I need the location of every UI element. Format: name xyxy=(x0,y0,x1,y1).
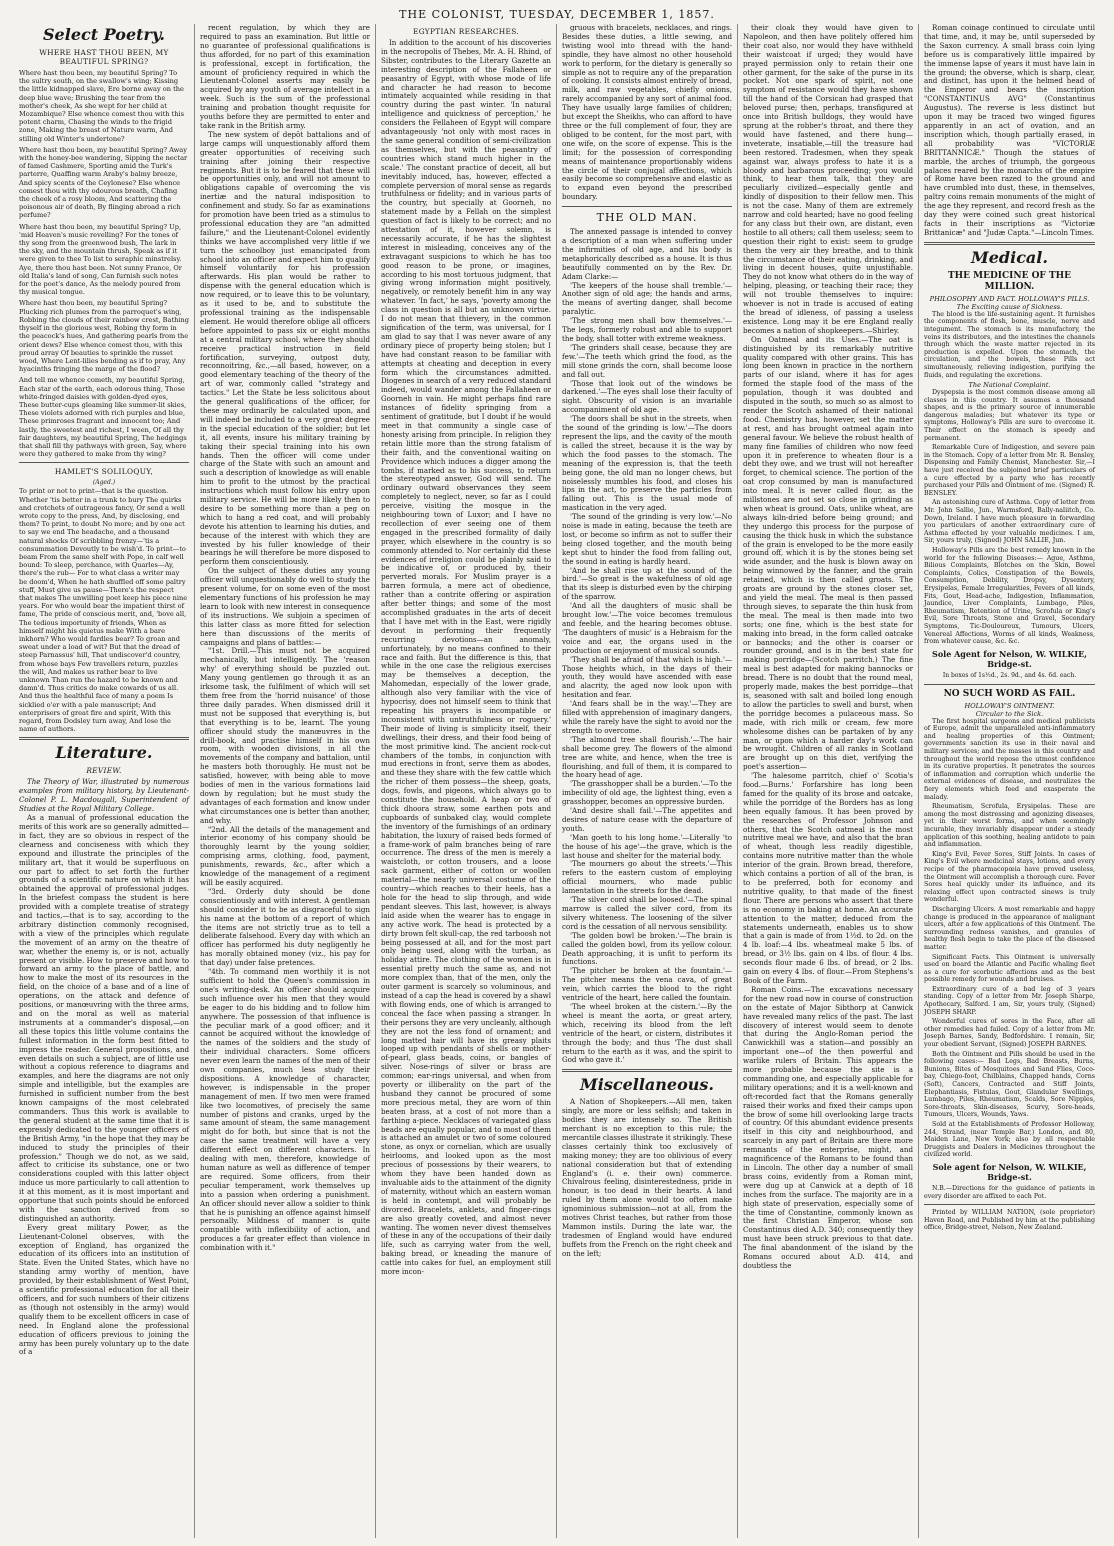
column-3 xyxy=(376,24,557,1538)
review-title: REVIEW. xyxy=(86,766,122,776)
article-paragraph: 'And all the daughters of music shall be brought low.'—The voice becomes tremulous and feeble, and the hearing becomes obtuse. 'The daughters of music' is a Hebraism for the voice and ear, the organs used in the production or enjoyment of musical sounds. xyxy=(562,601,732,655)
advert-text: Holloway's Pills are the best remedy known in the world for the following Diseases:— Ague, Asthma, Bilious Complaints, Blotches on the Skin, Bowel Complaints, Colics, Constipation of the Bowels, Consumption, Debility, Dropsy, Dysentery, Erysipelas, Female Irregularities, Fevers of all kinds, Fits, Gout, Head-ache, Indigestion, Inflammation, Jaundice, Liver Complaints, Lumbago, Piles, Rheumatism, Retention of Urine, Scrofula or King's Evil, Sore Throats, Stone and Gravel, Secondary Symptoms, Tic-Douloureux, Tumours, Ulcers, Venereal Affections, Worms of all kinds, Weakness, from whatever cause, &c. &c. xyxy=(924,546,1095,646)
column-1 xyxy=(14,24,195,1538)
literature-heading: Literature. xyxy=(55,743,153,763)
poem-stanza: Where hast thou been, my beautiful Spring? Plucking rich plumes from the parroquet's wing, Robbing the clouds of their rainbow crest, Bathing thyself in the glorious west, Robing thy form in the peacock's hues, And gathering pearls from the orient dews? Else whence comest thou, with this proud array Of beauties to sprinkle the russet wood, Where Lent-lilies bending as if to pray, Any hyacinths fringing the marge of the flood? xyxy=(19,299,189,374)
advert-text: Dyspepsia is the most common disease among all classes in this country. It assumes a thousand shapes, and is the primary source of innumerable dangerous maladies; but whatever its type or symptoms, Holloway's Pills are sure to overcome it. Their effect on the stomach is speedy and permanent. xyxy=(924,389,1095,442)
divider xyxy=(19,462,189,463)
soliloquy-text: To print or not to print—that is the question. Whether 'tis better in a trunk to bury The quirks and crotchets of outrageous fancy, Or send a well wrote copy to the press, And, by disclosing, end them? To print, to doubt No more; and by one act to say we end The headache, and a thousand natural shocks Of scribbling frenzy—'tis a consummation Devoutly to be wish'd. To print—to beam From the same shelf with Pope, in calf well bound: To sleep, perchance, with Quarles—Ay, there's the rub— For to what class a writer may be doom'd, When he hath shuffled off some paltry stuff, Must give us pause—There's the respect that makes The unwilling poet keep his piece nine years. For who would bear the impatient thirst of fame, The pride of conscious merit, and, 'bove all, The tedious importunity of friends, When as himself might his quietus make With a bare inkhorn? Who would fardles bear? To groan and sweat under a load of wit? But that the dread of steep Parnassus' hill, That undiscover'd country, from whose bays Few travellers return, puzzles the will, And makes us rather bear to live unknown Than run the hazard to be known and damn'd. Thus critics do make cowards of us all. And thus the healthful face of many a poem Is sicklied o'er with a pale manuscript; And enterprisers of great fire and spirit, With this regard, from Dodsley turn away, And lose the name of authors. xyxy=(19,487,188,734)
divider xyxy=(924,684,1095,685)
article-paragraph: 'The wheel broken at the cistern.'—By the wheel is meant the aorta, or great artery, which, receiving its blood from the left ventricle of the heart, or cistern, distributes it through the body; and thus 'The dust shall return to the earth as it was, and the spirit to God who gave it.' xyxy=(562,1001,732,1065)
advert-title: THE MEDICINE OF THE MILLION. xyxy=(947,270,1072,292)
advert-price: In boxes of 1s½d., 2s. 9d., and 4s. 6d. each. xyxy=(942,671,1077,679)
article-paragraph: 'The mourners go about the streets.'—This refers to the eastern custom of employing official mourners, who made public lamentation in the streets for the dead. xyxy=(562,859,732,896)
advert-subtitle: The Exciting cause of Sickness. xyxy=(956,302,1063,311)
article-paragraph: In addition to the account of his discoveries in the necropolis of Thebes, Mr. A. H. Rhind, of Sibster, contributes to the Literary Gazette an interesting description of the Fallaheen or peasantry of Egypt, with whose mode of life and character he had reason to become intimately acquainted while residing in that country during the past winter. 'In natural intelligence and quickness of perception,' he considers the Fellaheen of Egypt will compare advantageously 'not only with most races in the same general condition of semi-civilization as themselves, but with the peasantry of countries which stand much higher in the scale.' The constant practice of deceit, all but inevitably induced, has, however, effected a complete perversion of moral sense as regards truthfulness or fidelity; and in various parts of the country, but specially at Goorneh, no statement made by a Fellah on the simplest question of fact is likely to be correct; and no attestation of it, however solemn, is necessarily accurate, if he has the slightest interest in misleading, conceives any of the extravagant suspicions to which he has too good reason to be prone, or imagines, according to his most tortuous judgment, that giving wrong information might positively, negatively, or remotely benefit him in any way whatever. 'In fact,' he says, 'poverty among the class in question is all but an unknown virtue. I do not mean that thievery, in the common signification of the term, was universal, for I am glad to say that I was never aware of any ordinary piece of property being stolen; but I have had constant reason to be familiar with attempts at cheating and deception in every form which the circumstances admitted. Diogenes in search of a very reduced standard indeed, would wander among the Fallaheen or Goorneh in vain. He might perhaps find rare instances of fidelity springing from a sentiment of gratitude, but I doubt if he would meet in that community a single case of honesty arising from principle. In religion they retain little more than the strong fatalism of their faith, and the conventional waiting on Providence which induces a digger among the tombs, if marked as to his success, to return the stereotyped answer, God will send. The ordinary outward observances they seem completely to neglect, never, so far as I could perceive, visiting the mosque in the neighbouring town of Luxor; and I have no recollection of ever seeing one of them engaged in the prescribed formality of daily prayer, which elsewhere in the country is so commonly attended to. Nor certainly did these evidences of irreligion could be plainly said to be indicative of, or produced by, their perverted morals. For Muslim prayer is a barren formula, a mere act of obedience, rather than a contrite offering or aspiration after better things; and some of the most accomplished graduates in the arts of deceit that I have met with in the East, were rigidly devout in performing their frequently recurring devotions—an anomaly, unfortunately, by no means confined to their race and faith. But the difference is this, that while in the one case the religious exercises may be themselves a deception, the Mahomedan, especially of the lower grade, although also very familiar with the vice of hypocrisy, does not himself seem to think that repeating his prayers is incompatible or inconsistent with untruthfulness or roguery.' Their mode of living is simplicity itself, their dwellings, their dress, and their food being of the most primitive kind. The ancient rock-cut chambers of the tombs, in conjunction with mud erections in front, serve them as abodes, and these they share with the few cattle which the richer of them possess—the sheep, goats, dogs, fowls, and pigeons, which always go to constitute the household. A heap or two of thick dhoora straw, some earthen pots and cupboards of sunbaked clay, would complete the inventory of the furnishings of an ordinary habitation, the luxury of raised beds formed of a frame-work of palm branches being of rare occurrence. The dress of the men is merely a waistcloth, or cotton trousers, and a loose sack garment, either of cotton or woollen material—the nearly universal costume of the country—which reaches to their heels, has a hole for the head to slip through, and wide pendant sleeves. This last, however, is always laid aside when the wearer has to engage in any active work. The head is protected by a dirty brown felt skull-cap, the red tarboosh not being possessed at all, and for the most part only being used, along with the turban, as holiday attire. The clothing of the women is in essential pretty much the same as, and not more complex than, that of the men, only the outer garment is scarcely so voluminous, and instead of a cap the head is covered by a shawl with flowing ends, one of which is arranged to conceal the face when passing a stranger. In their persons they are very uncleanly, although they are not the less fond of ornament; and long matted hair will have its greasy plaits looped up with pendants of shells or mother-of-pearl, glass beads, coins, or bangles of silver. Nose-rings of silver or brass are common; ear-rings universal, and when from poverty or illiberality on the part of the husband they cannot be procured of some more precious metal, they are worn of thin beaten brass, at a cost of not more than a farthing a-piece. Necklaces of variegated glass beads are equally popular, and to most of them is attached an amulet or two of some coloured stone, as onyx or cornelian, which are usually heirlooms, and looked upon as the most precious of possessions by their wearers, to whom they have been handed down as invaluable aids to the attainment of the dignity of maternity, without which an eastern woman is held in contempt, and will probably be divorced. Bracelets, anklets, and finger-rings are also greatly coveted, and almost never wanting. The women never divest themselves of these in any of the occupations of their daily life, such as carrying water from the well, baking bread, or kneading the manure of cattle into cakes for fuel, an employment still more incon- xyxy=(381,38,551,1277)
article-paragraph: The annexed passage is intended to convey a description of a man when suffering under the infirmities of old age, and his body is metaphorically described as a house. It is thus beautifully commented on by the Rev. Dr. Adam Clarke:— xyxy=(562,227,732,281)
masthead: THE COLONIST, TUESDAY, DECEMBER 1, 1857. xyxy=(399,8,715,21)
review-paragraph: "1st. Drill.—This must not be acquired mechanically, but intelligently. The 'reason why' of everything should be puzzled out. Many young gentlemen go through it as an irksome task, the fulfilment of which will set them free from the 'horrid nuisance' of those three daily parades. When dismissed drill it must not be supposed that everything is, but that everything is to be, learnt. The young officer should study the manœuvres in the drill-book, and practise himself in his own room, with wooden divisions, in all the movements of the company and battalion, until he masters both thoroughly. He must not be satisfied, however, with being able to move bodies of men in the various formations laid down by regulation; but he must study the advantages of each formation and know under what circumstances one is better than another, and why. xyxy=(200,646,370,825)
holloway-ointment-advert xyxy=(924,689,1095,1200)
article-paragraph: 'The silver cord shall be loosed.'—The spinal marrow is called the silver cord, from its silvery whiteness. The loosening of the silver cord is the cessation of all nervous sensibility. xyxy=(562,895,732,931)
advert-text: The first hospital surgeons and medical publicists of Europe, admit the unparalleled anti-inflammatory and healing properties of this Ointment; governments sanction its use in their naval and military services; and the masses in this country and throughout the world repose the utmost confidence in its curative properties. It penetrates the sources of inflammation and corruption which underlie the external evidences of disease, and neutralizes the fiery elements which feed and exasperate the malady. xyxy=(924,717,1095,801)
divider xyxy=(924,242,1095,245)
review-paragraph: The new system of depôt battalions and of large camps will unquestionably afford them greater opportunities of receiving such training after joining their respective regiments. But it is to be feared that these will be opportunities only, and will not amount to obligations capable of overcoming the vis inertiæ and the natural indisposition to confinement and study. So far as examinations for promotion have been tried as a stimulus to professional education they are "an admitted failure," and the Lieutenant-Colonel evidently thinks we have accomplished very little if we turn the schoolboy just emancipated from school into an officer and expect him to qualify himself voluntarily for his profession afterwards. His plan would be rather to dispense with the general education which is now required, or to leave this to be voluntary, as it used to be, and to substitute the professional training as the indispensable element. He would therefore oblige all officers before appointed to pass six or eight months at a central military school, where they should receive practical instruction in field fortification, surveying, outpost duty, reconnoitring, &c.,—all based, however, on a good elementary teaching of the theory of the art of war, commonly called "strategy and tactics." Let the State be less solicitous about the general qualifications of the officer, for these may ordinarily be calculated upon, and will indeed be included to a very great degree in the special education of the soldier; but let it, all events, insure his military training by taking their special training into his own hands. Then the officer will come under charge of the State with such an amount and such a description of knowledge as will enable him to profit to the utmost by the practical instructions which must follow his entry upon military service. He will be more likely then to desire to be something more than a peg on which to hang a red coat, and will probably devote his attention to learning his duties, and because of the interest with which they are invested by his fuller knowledge of their bearings he will therefore be more disposed to perform them conscientiously. xyxy=(200,129,370,567)
medical-heading: Medical. xyxy=(971,247,1048,267)
holloway-pills-advert xyxy=(924,271,1095,680)
divider xyxy=(924,1204,1095,1205)
article-paragraph: 'The grinders shall cease, because they are few.'—The teeth which grind the food, as the mill stone grinds the corn, shall become loose and fall out. xyxy=(562,342,732,379)
column-6 xyxy=(919,24,1100,1538)
article-paragraph: 'The almond tree shall flourish.'—The hair shall become grey. The flowers of the almond tree are white, and hence, when the tree is flourishing, and full of them, it is compared to the hoary head of age. xyxy=(562,734,732,780)
article-paragraph: 'The keepers of the house shall tremble.'—Another sign of old age; the hands and arms, the means of averting danger, shall become paralytic. xyxy=(562,280,732,317)
miscellaneous-heading: Miscellaneous. xyxy=(580,1075,714,1095)
advert-text: Rheumatism, Scrofula, Erysipelas. These are among the most distressing and agonizing diseases, yet in their worst forms, and when seemingly incurable, they invariably disappear under a steady application of this soothing, healing antidote to pain and inflammation. xyxy=(924,803,1095,849)
soliloquy-body xyxy=(19,487,189,733)
review-paragraph: "4th. To command men worthily it is not sufficient to hold the Queen's commission in one's writing-desk. An officer should acquire such influence over his men that they would be eager to do his bidding and to follow him anywhere. The possession of that influence is the peculiar mark of a good officer; and it cannot be acquired without the knowledge of the names of the soldiers and the study of their individual characters. Some officers never even learn the names of the men of their own companies, much less study their dispositions. A knowledge of character, however, is indispensable in the proper management of men. If two men were framed like two locomotives, of precisely the same number of pistons and cranks, urged by the same amount of steam, the same management might do for both, but since that is not the case the same treatment will have a very different effect on different characters. In dealing with men, therefore, knowledge of human nature as well as difference of temper are required. Some officers, from their peculiar temperament, work themselves up into a passion when ordering a punishment. An officer should never allow a soldier to think that he is punishing an offence against himself personally. Mildness of manner is quite compatible with inflexibility of action, and produces a far greater effect than violence in combination with it." xyxy=(200,967,370,1253)
review-paragraph: As a manual of professional education the merits of this work are so generally admitted—in fact, they are so obvious in respect of the clearness and conciseness with which they expound and illustrate the principles of the military art, that it would be superfluous on our part to affect to set forth the further grounds of a scientific nature on which it has obtained the approval of professional judges. In the briefest compass the student is here provided with a complete treatise of strategy and tactics,—that is to say, according to the arbitrary distinction commonly recognised, with a view of the principles which regulate the movement of an army on the theatre of war, whether the enemy is, or is not, actually present or visible. How to preserve and how to forward an army to the place of battle, and how to make the most of its resources in the field, on the choice of a base and of a line of operations, on the attack and defence of positions, or manœuvring with the three arms, and on the moral as well as material instruments at a commander's disposal,—on all these topics this little volume contains the fullest information in the form best fitted to impress the reader. General propositions, and even details on such a subject, are of little use without a copious reference to diagrams and examples, and here the diagrams are not only simple and intelligible, but the examples are furnished in sufficient number from the best known campaigns of the most celebrated commanders. Thus this work is available to the general student at the same time that it is expressly dedicated to the younger officers of the British Army, "in the hope that they may be induced to study the principles of their profession." Though we do not, as we said, affect to criticise its substance, one or two considerations coupled with this latter object induce us more particularly to call attention to it at this moment, as it is most important and opportune that such points should be enforced with the sanction derived from so distinguished an authority. xyxy=(19,813,189,1223)
article-paragraph: 'And he shall rise up at the sound of the bird.'—So great is the wakefulness of old age that its sleep is disturbed even by the chirping of the sparrow. xyxy=(562,565,732,602)
poem-stanza: Where hast thou been, my beautiful Spring? Up, 'mid Heaven's music revelling? For the tones of thy song from the greenwood bush, The lark in the sky, and the mountain thrush, Speak as if it were given to thee To list to seraphic minstrelsy. Aye, there thou hast been. Not sunny France, Or old Italia's land of song, Can furnish such notes for the poet's dance, As the melody poured from thy musical tongue. xyxy=(19,222,182,297)
advert-text: Significant Facts. This Ointment is universally used on board the Atlantic and Pacific whaling fleet as a cure for scorbutic affections and as the best possible remedy for wounds and bruises. xyxy=(924,953,1095,984)
article-paragraph: 'The strong men shall bow themselves.'—The legs, formerly robust and able to support the body, shall totter with extreme weakness. xyxy=(562,316,732,343)
poem-stanza: And tell me whence cometh, my beautiful Spring, Each star of the earth, each odorous thing, Those white-fringed daisies with golden-dyed eyes, These butter-cups gleaming like summer-lit skies, These violets adorned with rich purples and blue, These primroses fragrant and innocent too; And lastly, the sweetest and richest, I ween, Of all thy fair daughters, my beautiful Spring, The hedgings that shall fill thy pathways with green, Say, where were they gathered to make from thy wing? xyxy=(19,376,187,459)
advert-text: The blood is the life-sustaining agent. It furnishes the components of flesh, bone, muscle, nerve and integument. The stomach is its manufactory, the veins its distributors, and the intestines the channels through which the waste matter rejected in its production is expelled. Upon the stomach, the circulation, and the bowels, these Pills act simultaneously, relieving indigestion, purifying the fluids, and regulating the excretions. xyxy=(924,310,1095,379)
review-paragraph: Every great military Power, as the Lieutenant-Colonel observes, with the exception of England, has organized the education of its officers into an institution of State. Even the United States, which have no standing army worthy of mention, have provided, by their establishment of West Point, a scientific professional education for all their officers, and for such numbers of their citizens as (though not ostensibly in the army) would qualify them to be excellent officers in case of need. In England alone the professional education of officers previous to joining the army has been purely voluntary up to the date of a xyxy=(19,1222,189,1357)
advert-title: NO SUCH WORD AS FAIL. xyxy=(943,688,1076,699)
article-paragraph: Roman Coins.—The excavations necessary for the new road now in course of construction on the estate of Major Sibthorp at Canwick have revealed many relics of the past. The last discovery of interest would seem to denote that during the Anglo-Roman period the Canwickhill was a station—and possibly an important one—of the then powerful and warlike rulers of Britain. This appears the more probable because the site is a commanding one, and especially applicable for military operations; and it is a well-known and oft-recorded fact that the Romans generally raised their works and fixed their camps upon the brow of some hill overlooking large tracts of country. Of this abundant evidence presents itself in this city and neighbourhood, and scarcely in any part of Britain are there more remnants of the enterprise, might, and magnificence of the Romans to be found than in Lincoln. The other day a number of small brass coins, evidently from a Roman mint, were dug up at Canwick at a depth of 18 inches from the surface. The majority are in a high state of preservation, especially some of the time of Constantine, commonly known as the first Christian Emperor, whose son Constantinus died A.D. 340; consequently they must have been struck previous to that date. The final abandonment of the island by the Romans occured about A.D. 414, and doubtless the xyxy=(743,984,913,1270)
article-paragraph: 'The doors shall be shut in the streets, when the sound of the grinding is low.'—The doors represent the lips, and the cavity of the mouth is called the street, because it is the way by which the food passes to the stomach. The meaning of the expression is, that the teeth being gone, the old man no longer chews, but noiselessly mumbles his food, and closes his lips in the act, to preserve the particles from falling out. This is the usual mode of mastication in the very aged. xyxy=(562,414,732,513)
advert-text: King's Evil, Fever Sores, Stiff Joints. In cases of King's Evil where medicinal stays, lotions, and every recipe of the pharmacopœia have proved useless, the Ointment will accomplish a thorough cure. Fever Sores heal quickly under its influence, and its relaxing effect upon contracted sinews is truly wonderful. xyxy=(924,850,1095,904)
review-paragraph: On the subject of these duties any young officer will unquestionably do well to study the present volume, for on some even of the most elementary functions of his profession he may learn to look with new interest in consequence of its instructions. We subjoin a specimen of this latter class as more fitted for selection here than discussions of the merits of campaigns and plans of battles:— xyxy=(200,566,370,647)
advert-text: Wonderful cures of sores in the Face, after all other remedies had failed. Copy of a letter from Mr. Joseph Barnes, Sandy, Bedfordshire. I remain, Sir, your obedient Servant, (Signed) JOSEPH BARNES. xyxy=(924,1018,1095,1049)
printer-imprint: Printed by WILLIAM NATION, (sole proprietor) Haven Road, and Published by him at the publishing office, Bridge-street, Nelson, New Zealand. xyxy=(924,1209,1095,1232)
article-paragraph: 'And desire shall fail.'—The appetites and desires of nature cease with the departure of youth. xyxy=(562,806,732,833)
poem-stanza: Where hast thou been, my beautiful Spring? To the sultry south, on the swallow's wing; Kissing the little kidnapped slave, Ere borne away on the deep blue wave; Brushing the tear from the mother's cheek, As she wept for her child at Mozambique? Else whence comest thou with this potent charm, Chasing the winds to the frigid zone, Making the breast of Nature warm, And stilling old Winter's undertone? xyxy=(19,69,185,143)
review-paragraph: recent regulation, by which they are required to pass an examination. But little or no guarantee of professional qualifications is thus afforded, for no part of this examination is professional, except in fortification, the amount of proficiency required in which the Lieutenant-Colonel asserts may easily be acquired by any youth of average intellect in a week. Such is the sum of the professional training and probation thought requisite for youths before they are permitted to enter and take rank in the British army. xyxy=(200,24,370,130)
advert-text: Extraordinary cure of a bad leg of 3 years standing. Copy of a letter from Mr. Joseph Sharpe, Apothecary, Salford. I am, Sir, yours truly, (Signed) JOSEPH SHARP. xyxy=(924,985,1095,1016)
divider xyxy=(19,737,189,740)
article-paragraph: 'The sound of the grinding is very low.'—No noise is made in eating, because the teeth are lost, or become so infirm as not to suffer their being closed together, and the mouth being kept shut to hinder the food from falling out, the sound in eating is hardly heard. xyxy=(562,512,732,566)
article-paragraph: 'The grasshopper shall be a burden.'—To the imbecility of old age, the lightest thing, even a grasshopper, becomes an oppressive burden. xyxy=(562,779,732,807)
column-4 xyxy=(557,24,738,1538)
advert-text: Remarkable Cure of Indigestion, and severe pain in the Stomach. Copy of a letter from Mr. R. Bensley, Dispensing and Family Chemist, Manchester. Sir,—I have just received the subjoined brief particulars of a cure effected by a party who has recently purchased your Pills and Ointment of me. (Signed) R. BENSLEY. xyxy=(924,444,1095,497)
article-paragraph: 'Those that look out of the windows be darkened.'—The eyes shall lose their faculty of sight. Obscurity of vision is an invariable accompaniment of old age. xyxy=(562,378,732,415)
article-paragraph: 'The golden bowl be broken.'—The brain is called the golden bowl, from its yellow colour. Death approaching, it is unfit to perform its functions. xyxy=(562,930,732,967)
poem-body xyxy=(19,69,189,458)
advert-text: Both the Ointment and Pills should be used in the following cases:— Bad Legs, Bad Breasts, Burns, Bunions, Bites of Mosquitoes and Sand Flies, Coco-bay, Chiego-foot, Chilblains, Chapped hands, Corns (Soft), Cancers, Contracted and Stiff Joints, Elephantiasis, Fistulas, Gout, Glandular Swellings, Lumbago, Piles, Rheumatism, Scalds, Sore Nipples, Sore-throats, Skin-diseases, Scurvy, Sore-heads, Tumours, Ulcers, Wounds, Yaws. xyxy=(924,1050,1095,1119)
article-paragraph: 'And fears shall be in the way.'—They are filled with apprehension of imaginary dangers, while the rarely have the sight to avoid nor the strength to overcome. xyxy=(562,699,732,735)
advert-subtitle: The National Complaint. xyxy=(968,381,1051,390)
review-paragraph: "3rd. Orderly duty should be done conscientiously and with interest. A gentleman should consider it to be as disgraceful to sign his name at the bottom of a report of which the items are not strictly true as to tell a deliberate falsehood. Every day with which an officer has performed his duty negligently he has morally obtained money (viz., his pay for that day) under false pretences. xyxy=(200,886,370,968)
article-paragraph: Roman coinage continued to circulate until that time, and, it may be, until superseded by the Saxon currency. A small brass coin lying before us is comparatively little impaired by the immense lapse of years it must have lain in the ground; the obverse, which is sharp, clear, and distinct, has upon it the helmed head of the Emperor and bears the inscription "CONSTANTINUS AVG" (Constantinus Augustus). The reverse is less distinct but upon it may be traced two winged figures apparently in an act of ovation, and an inscription which, though partially erased, in all probability was "VICTORIÆ BRITTANNICÆ." Though the statues of marble, the arches of triumph, the gorgeous palaces reared by the monarchs of the empire of Rome have been razed to the ground and have crumbled into dust, these, in themselves, paltry coins remain monuments of the might of the age they represent, and record fresh as the day they were coined such great historical facts in their inscriptions as "Victoriæ Brittanicæ" and "Judæ Capta."—Lincoln Times. xyxy=(924,24,1095,237)
poem-title: WHERE HAST THOU BEEN, MY BEAUTIFUL SPRING? xyxy=(39,48,169,66)
poem-stanza: Where hast thou been, my beautiful Spring? Away with the honey-bee wandering, Sipping the nectar of famed Cashmere, Sporting amid the Turk's parterre, Quaffing warm Araby's balmy breeze, And spicy scents of the Ceylonese? Else whence comest thou with thy odourous breath, Chafing the cheek of a rosy bloom, And scattering the poisonous air of death, By flinging abroad a rich perfume? xyxy=(19,145,188,220)
divider xyxy=(562,1069,732,1072)
advert-subtitle: Circular to the Sick. xyxy=(975,709,1044,718)
review-paragraph: "2nd. All the details of the management and interior economy of his company should be thoroughly learnt by the young soldier, comprising arms, clothing, food, payment, punishments, rewards, &c., after which a knowledge of the management of a regiment will be easily acquired. xyxy=(200,824,370,887)
article-paragraph: On Oatmeal and its Uses.—The oat is distinguished by its remarkably nutritive quality compared with other grains. This has long been known in practice in the northern parts of our island, where it has for ages formed the staple food of the mass of the population, though it was doubted and disputed in the south, so much so as almost to render the Scotch ashamed of their national food. Chemistry has, however, set the matter at rest, and has brought oatmeal again into general favour. We believe the robust health of many fine families of children who now feed upon it in preference to wheaten flour is a debt they owe, and we trust will not hereafter forget, to chemical science. The portion of the oat crop consumed by man is manufactured into meal. It is never called flour, as the millstones are not set so close in grinding as when wheat is ground. Oats, unlike wheat, are always kiln-dried before being ground; and they undergo this process for the purpose of causing the thick husk in which the substance of the grain is enveloped to be the more easily ground off, which it is by the stones being set wide asunder, and the husk is blown away on being winnowed by the fanner, and the grain retained, which is then called groats. The groats are ground by the stones closer set, and yield the meal. The meal is then passed through sieves, to separate the thin husk from the meal. The meal is then made into two sorts; one fine, which is the best state for making into bread, in the form called oatcake or bannocks; and the other is coarser or rounder ground, and is in the best state for making porridge—(Scotch parritch.) The fine meal is best adapted for making bannocks or bread. There is no doubt that the round meal, properly made, makes the best porridge—that is, seasoned with salt and boiled long enough to allow the particles to swell and burst, when the porridge becomes a pulaceous mass. So made, with rich milk or cream, few more wholesome dishes can be partaken of by any man, or upon which a harder day's work can be wrought. Children of all ranks in Scotland are brought up on this diet, verifying the poet's assertion— xyxy=(743,334,913,772)
advert-text: Sold at the Establishments of Professor Holloway, 244, Strand, (near Temple Bar,) London, and 80, Maiden Lane, New York; also by all respectable Druggists and Dealers in Medicines throughout the civilized world. xyxy=(924,1120,1095,1159)
advert-agent: Sole Agent for Nelson, W. WILKIE, Bridge-st. xyxy=(932,648,1087,669)
article-paragraph: 'They shall be afraid of that which is high.'—Those heights which, in the days of their youth, they would have ascended with ease and alacrity, the aged now look upon with hesitation and fear. xyxy=(562,654,732,700)
column-2 xyxy=(195,24,376,1538)
advert-subtitle: PHILOSOPHY AND FACT. HOLLOWAY'S PILLS. xyxy=(929,294,1090,303)
divider xyxy=(562,206,732,207)
select-poetry-heading: Select Poetry. xyxy=(43,25,165,44)
article-paragraph: 'The halesome parritch, chief o' Scotia's food.—Burns.' Forfarshire has long been famed for the quality of its brose and oatcake, while the porridge of the Borders has as long been equally famous. It has been proved by the researches of Professor Johnson and others, that the Scotch oatmeal is the most nutritive meal we have, and also that the bran of wheat, though less readily digestible, contains more nutritive matter than the whole interior of the grain. Brown bread, therefore, which contains a portion of all of the bran, is to be preferred, both for economy and nutritive quality, to that made of the finest flour. There are persons who assert that there is no economy in baking at home. An accurate attention to the matter, deduced from the statements underneath, enables us to show that a gain is made of from 1½d. to 2d. on the 4 lb. loaf:—4 lbs. wheatmeal make 5 lbs. of bread, or 3½ lbs. gain on 4 lbs. of flour. 4 lbs. seconds flour made 6 lbs. of bread, or 2 lbs. gain on every 4 lbs. of flour.—From Stephens's Book of the Farm. xyxy=(743,771,913,985)
old-man-title: THE OLD MAN. xyxy=(596,211,698,225)
advert-subtitle: HOLLOWAY'S OINTMENT. xyxy=(964,701,1055,710)
advert-text: An astonishing cure of Asthma. Copy of letter from Mr. John Sallie, Jun., Warmsford, Bally-naliitch, Co. Down, Ireland. I have much pleasure in forwarding you particulars of another extraordinary cure of Asthma effected by your valuable medicines. I am, Sir, yours truly, (Signed) JOHN SALLIE, Jun. xyxy=(924,499,1095,545)
article-paragraph: 'The pitcher be broken at the fountain.'—The pitcher means the vena cava, of great vein, which carries the blood to the right ventricle of the heart, here called the fountain. xyxy=(562,966,732,1003)
article-paragraph: their cloak they would have given to Napoleon, and then have politely offered him their coat also, nor would they have withheld their waistcoat if urged; they would have prayed permission only to retain their one other garment, for the sake of the purse in its pocket. Not one spark of spirit, not one symptom of resistance would they have shown till the hand of the Corsican had grasped that beloved purse; then, perhaps, transfigured at once into British bulldogs, they would have sprung at the robber's throat, and there they would have fastened, and there hung—inveterate, insatiable,—till the treasure had been restored. Tradesmen, when they speak against war, always profess to hate it is a bloody and barbarous proceeding; you would think, to hear them talk, that they are peculiarly civilized—especially gentle and kindly of disposition to their fellow men. This is not the case. Many of them are extremely narrow and cold hearted; have no good feeling for any class but their own, are distant, even hostile to all others; call them useless; seem to question their right to exist: seem to grudge them the very air they breathe, and to think the circumstance of their eating, drinking, and living in decent houses, quite unjustifiable. They do not know what others do in the way of helping, pleasing, or teaching their race; they will not trouble themselves to inquire: whoever is not in trade is accused of eating the bread of idleness, of passing a useless existence. Long may it be ere England really becomes a nation of shopkeepers.—Shirley. xyxy=(743,24,913,335)
advert-text: Discharging Ulcers. A most remarkable and happy change is produced in the appearance of malignant ulcers, after a few applications of this Ointment. The surrounding redness vanishes, and granules of healthy flesh begin to take the place of the diseased matter. xyxy=(924,905,1095,951)
advert-note: N.B.—Directions for the guidance of patients in every disorder are affixed to each Pot. xyxy=(924,1184,1095,1200)
columns xyxy=(14,24,1102,1538)
review-intro: The Theory of War, illustrated by numerous examples from military history, by Lieutenant-Colonel P. L. Macdougall, Superintendent of Studies at the Royal Military College. xyxy=(19,777,189,814)
soliloquy-subtitle: (Aged.) xyxy=(92,479,116,487)
article-paragraph: 'Man goeth to his long home.'—Literally 'to the house of his age'—the grave, which is the last house and shelter for the material body. xyxy=(562,832,732,860)
article-paragraph: A Nation of Shopkeepers.—All men, taken singly, are more or less selfish; and taken in bodies they are intensely so. The British merchant is no exception to this rule; the mercantile classes illustrate it strikingly. These classes certainly think too exclusively of making money; they are too oblivious of every national consideration but that of extending England's (i. e. their own) commerce. Chivalrous feeling, disinterestedness, pride in honour, is too dead in their hearts. A land ruled by them alone would too often make ignominious submission—not at all, from the motives Christ teaches, but rather from those Mammon instils. During the late war, the tradesmen of England would have endured buffets from the French on the right cheek and on the left; xyxy=(562,1097,732,1258)
advert-agent: Sole agent for Nelson, W. WILKIE, Bridge-st. xyxy=(932,1161,1087,1182)
column-5 xyxy=(738,24,919,1538)
article-paragraph: gruous with bracelets, necklaces, and rings. Besides these duties, a little sewing, and twisting wool into thread with the hand-spindle, they have almost no other household work to perform, for the dietary is generally so simple as not to require any of the preparation of cooking. It consists almost entirely of bread, milk, and raw vegetables, chiefly onions, rarely accompanied by any sort of animal food. They have usually large families of children; but except the Sheikhs, who can afford to have three or the full complement of four, they are obliged to be content, for the most part, with one wife, on the score of expense. This is the limit; for the possession of corresponding means of maintenance proportionably widens the circle of their conjugal affections, which easily become so comprehensive and elastic as to expand even beyond the prescribed boundary. xyxy=(562,24,732,202)
soliloquy-title: HAMLET'S SOLILOQUY, xyxy=(54,467,154,477)
egyptian-researches-title: EGYPTIAN RESEARCHES. xyxy=(413,27,519,36)
